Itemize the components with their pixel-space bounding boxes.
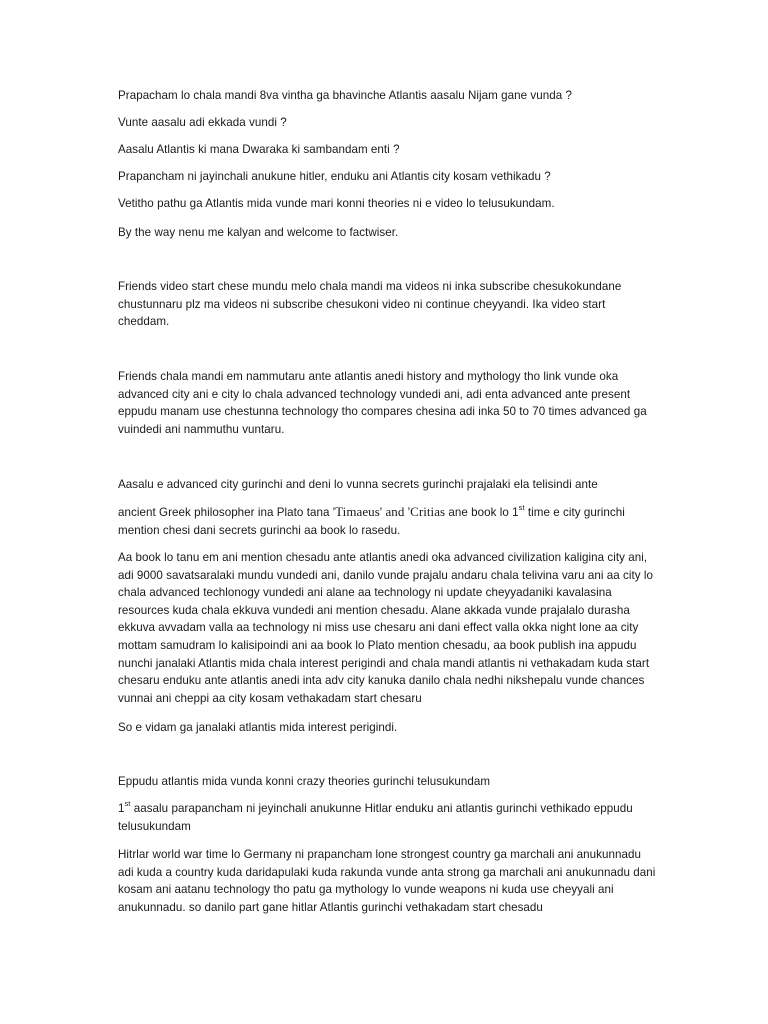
paragraph-location-question: Vunte aasalu adi ekkada vundi ? — [118, 116, 287, 129]
paragraph-hitler-question: Prapancham ni jayinchali anukune hitler, enduku ani Atlantis city kosam vethikadu ? — [118, 170, 551, 183]
paragraph-theories-intro: Vetitho pathu ga Atlantis mida vunde mari konni theories ni e video lo telusukundam. — [118, 197, 555, 210]
paragraph-first-theory — [118, 800, 658, 835]
paragraph-crazy-theories: Eppudu atlantis mida vunda konni crazy theories gurinchi telusukundam — [118, 775, 491, 788]
paragraph-plato-account: Aa book lo tanu em ani mention chesadu ante atlantis anedi oka advanced civilization kaligina city ani, adi 9000 savatsaralaki mundu vundedi ani, danilo vunde prajalu andaru chala telivina varu ani aa city lo chala advanced techlonogy vundedi ani alane aa technology ni update cheyyadaniki kavalasina resources kuda chala ekkuva vundedi ani mention chesadu. Alane akkada vunde prajalalo durasha ekkuva avvadam valla aa technology ni miss use chesaru ani dani effect valla okka night lone aa city mottam samudram lo kalisipoindi ani aa book lo Plato mention chesadu, aa book publish ina appudu nunchi janalaki Atlantis mida chala interest perigindi and chala mandi atlantis ni vethakadam kuda start chesaru enduku ante atlantis anedi inta adv city kanuka danilo chala nedhi nikshepalu vunde chances vunnai ani cheppi aa city kosam vethakadam start chesaru — [118, 551, 653, 705]
paragraph-atlantis-question: Prapacham lo chala mandi 8va vintha ga bhavinche Atlantis aasalu Nijam gane vunda ? — [118, 89, 573, 102]
paragraph-subscribe-request: Friends video start chese mundu melo chala mandi ma videos ni inka subscribe chesukokundane chustunnaru plz ma videos ni subscribe chesukoni video ni continue cheyyandi. Ika video start cheddam. — [118, 280, 622, 329]
plato-text-before: ancient Greek philosopher ina Plato tana — [118, 506, 333, 519]
paragraph-hitler-germany: Hitrlar world war time lo Germany ni prapancham lone strongest country ga marchali ani anukunnadu adi kuda a country kuda daridapulaki kuda rakunda vunde anta strong ga marchali ani anukunnadu dani kosam ani aatanu technology tho patu ga mythology lo vunde weapons ni kuda use cheyyali ani anukunnadu. so danilo part gane hitlar Atlantis gurinchi vethakadam start chesadu — [118, 848, 656, 914]
first-theory-number: 1 — [118, 802, 125, 815]
plato-text-after: time e city gurinchi mention chesi dani secrets gurinchi aa book lo rasedu. — [118, 506, 625, 537]
paragraph-interest-summary: So e vidam ga janalaki atlantis mida interest perigindi. — [118, 721, 398, 734]
plato-text-middle: ane book lo 1 — [445, 506, 519, 519]
first-theory-superscript: st — [124, 799, 131, 809]
plato-book-titles: 'Timaeus' and 'Critias — [332, 504, 446, 519]
paragraph-dwaraka-question: Aasalu Atlantis ki mana Dwaraka ki sambandam enti ? — [118, 143, 400, 156]
paragraph-secrets-intro: Aasalu e advanced city gurinchi and deni lo vunna secrets gurinchi prajalaki ela telisindi ante — [118, 478, 598, 491]
paragraph-atlantis-belief: Friends chala mandi em nammutaru ante atlantis anedi history and mythology tho link vunde oka advanced city ani e city lo chala advanced technology vundedi ani, adi enta advanced ante present eppudu manam use chestunna technology tho compares chesina adi inka 50 to 70 times advanced ga vuindedi ani nammuthu vuntaru. — [118, 370, 647, 436]
plato-superscript: st — [518, 503, 525, 513]
paragraph-plato-books — [118, 503, 658, 539]
paragraph-host-intro: By the way nenu me kalyan and welcome to factwiser. — [118, 226, 399, 239]
first-theory-text: aasalu parapancham ni jeyinchali anukunne Hitlar enduku ani atlantis gurinchi vethikado eppudu telusukundam — [118, 802, 633, 833]
